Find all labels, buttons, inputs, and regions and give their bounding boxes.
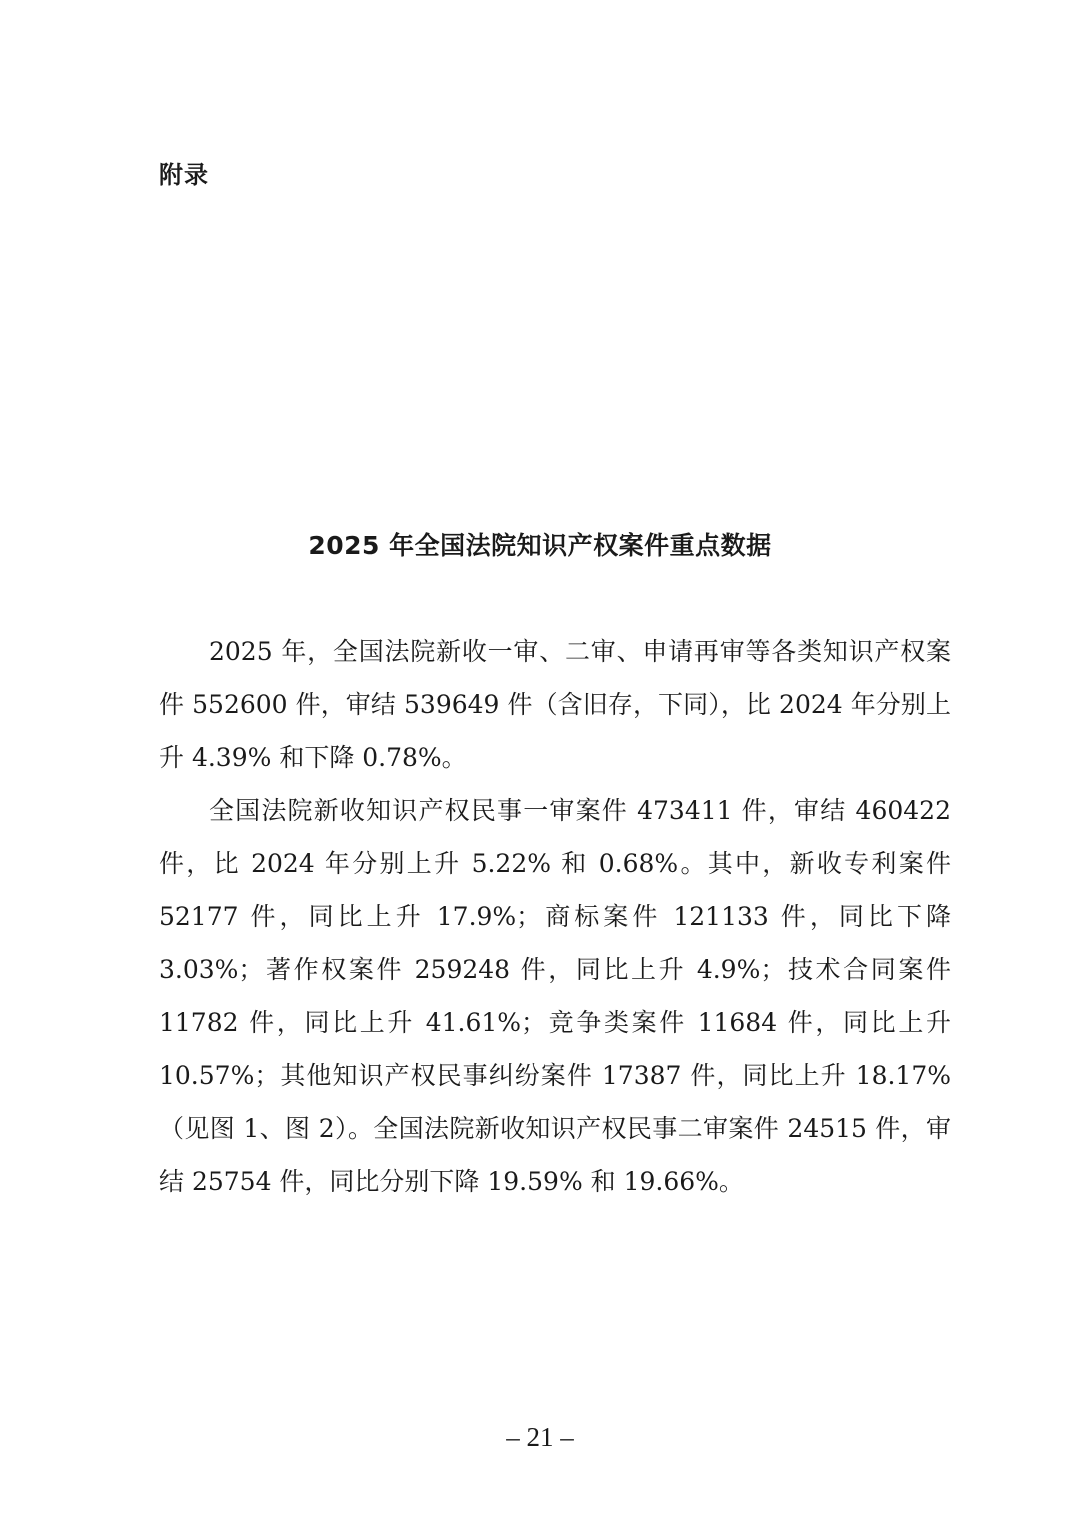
document-title: 2025 年全国法院知识产权案件重点数据 <box>308 531 772 560</box>
paragraph-overall-cases: 2025 年，全国法院新收一审、二审、申请再审等各类知识产权案件 552600 件，审结 539649 件（含旧存，下同），比 2024 年分别上升 4.39% 和下降 0.78%。 <box>159 637 951 772</box>
page-number: – 21 – <box>506 1422 574 1452</box>
body-text <box>159 625 951 1208</box>
appendix-label: 附录 <box>159 161 209 189</box>
paragraph-civil-cases: 全国法院新收知识产权民事一审案件 473411 件，审结 460422 件，比 2024 年分别上升 5.22% 和 0.68%。其中，新收专利案件 52177 件，同比上升 17.9%；商标案件 121133 件，同比下降 3.03%；著作权案件 259248 件，同比上升 4.9%；技术合同案件 11782 件，同比上升 41.61%；竞争类案件 11684 件，同比上升 10.57%；其他知识产权民事纠纷案件 17387 件，同比上升 18.17%（见图 1、图 2）。全国法院新收知识产权民事二审案件 24515 件，审结 25754 件，同比分别下降 19.59% 和 19.66%。 <box>159 796 951 1196</box>
